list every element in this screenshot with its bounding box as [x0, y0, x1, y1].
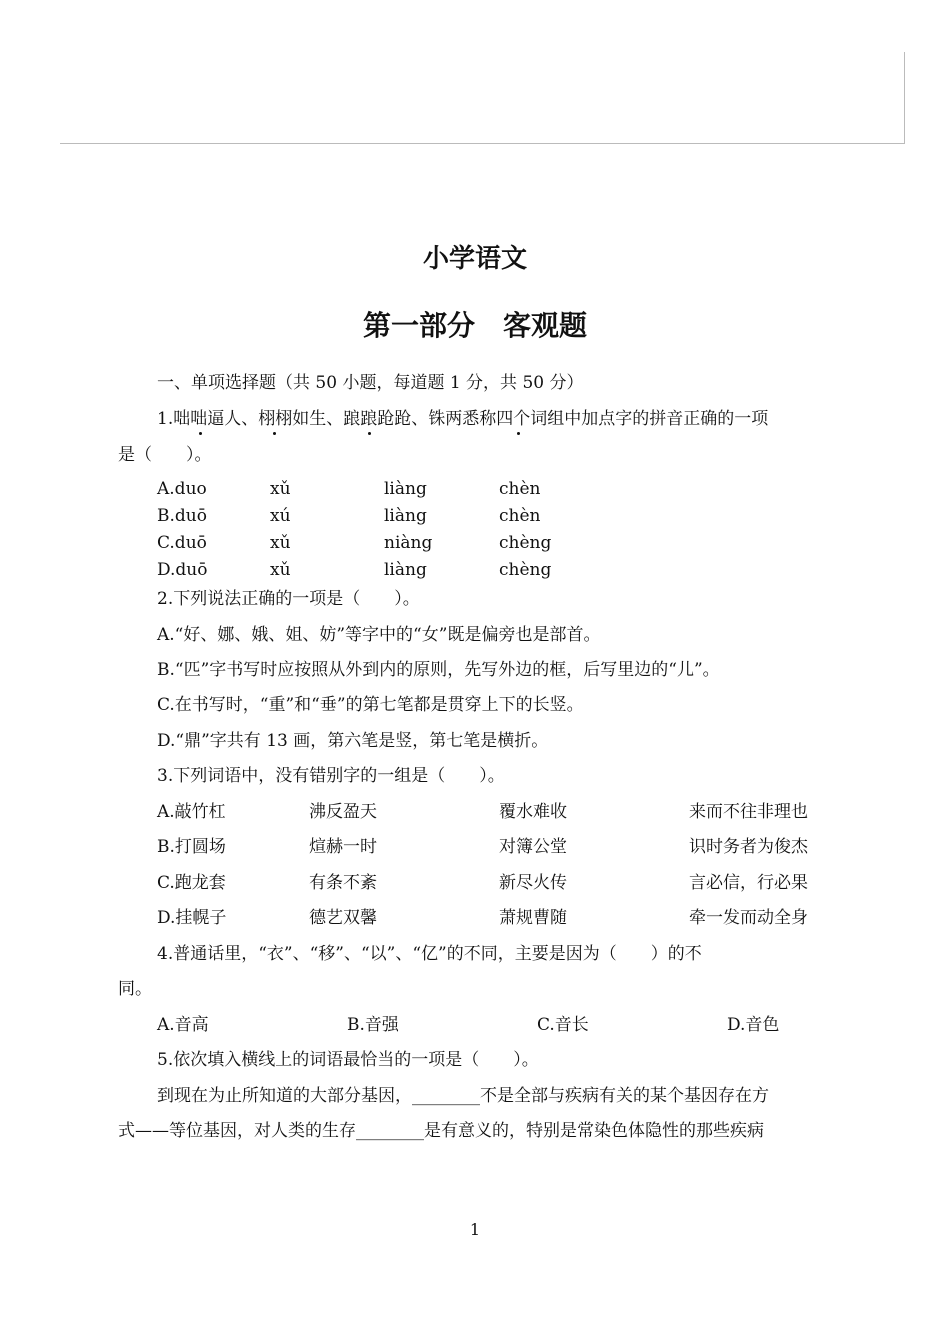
option-value: 德艺双馨 — [309, 908, 377, 928]
option-label: B.duō — [157, 506, 207, 526]
option-label: D.duō — [157, 560, 208, 580]
option-value: 牵一发而动全身 — [689, 908, 808, 928]
emphasis-dot — [368, 432, 371, 435]
question-2-option-c: C.在书写时，“重”和“垂”的第七笔都是贯穿上下的长竖。 — [157, 695, 584, 715]
question-5-passage: 到现在为止所知道的大部分基因，________不是全部与疾病有关的某个基因存在方 — [157, 1086, 769, 1106]
question-5-stem: 5.依次填入横线上的词语最恰当的一项是（ ）。 — [157, 1050, 539, 1070]
emphasis-dot — [517, 432, 520, 435]
option-c: C.音长 — [537, 1015, 589, 1035]
option-value: xǔ — [270, 560, 291, 580]
option-value: xú — [270, 506, 291, 526]
option-value: 煊赫一时 — [309, 837, 377, 857]
option-label: A.敲竹杠 — [157, 802, 226, 822]
header-rule — [60, 143, 905, 144]
option-value: liàng — [384, 560, 427, 580]
option-value: xǔ — [270, 533, 291, 553]
question-4-stem: 4.普通话里，“衣”、“移”、“以”、“亿”的不同，主要是因为（ ）的不 — [157, 944, 702, 964]
option-a: A.音高 — [157, 1015, 209, 1035]
option-value: 沸反盈天 — [309, 802, 377, 822]
emphasis-dot — [273, 432, 276, 435]
option-label: D.挂幌子 — [157, 908, 227, 928]
option-value: 有条不紊 — [309, 873, 377, 893]
emphasis-dot — [199, 432, 202, 435]
option-value: chèn — [499, 506, 541, 526]
option-value: 识时务者为俊杰 — [689, 837, 808, 857]
option-label: B.打圆场 — [157, 837, 226, 857]
question-1-stem-cont: 是（ ）。 — [118, 445, 212, 465]
question-2-option-d: D.“鼎”字共有 13 画，第六笔是竖，第七笔是横折。 — [157, 731, 549, 751]
question-1-stem: 1.咄咄逼人、栩栩如生、踉踉跄跄、铢两悉称四个词组中加点字的拼音正确的一项 — [157, 409, 769, 429]
option-value: liàng — [384, 506, 427, 526]
question-3-stem: 3.下列词语中，没有错别字的一组是（ ）。 — [157, 766, 505, 786]
option-b: B.音强 — [347, 1015, 399, 1035]
question-2-option-b: B.“匹”字书写时应按照从外到内的原则，先写外边的框，后写里边的“儿”。 — [157, 660, 720, 680]
document-title: 小学语文 — [422, 244, 527, 274]
option-label: C.跑龙套 — [157, 873, 226, 893]
question-4-stem-cont: 同。 — [118, 979, 152, 999]
option-value: chèng — [499, 533, 552, 553]
option-value: 覆水难收 — [499, 802, 567, 822]
section-heading: 一、单项选择题（共 50 小题，每道题 1 分，共 50 分） — [157, 373, 584, 393]
header-vertical-rule — [904, 52, 905, 143]
option-label: C.duō — [157, 533, 207, 553]
option-value: xǔ — [270, 479, 291, 499]
option-value: 新尽火传 — [499, 873, 567, 893]
question-5-passage-cont: 式——等位基因，对人类的生存________是有意义的，特别是常染色体隐性的那些疾病 — [118, 1121, 764, 1141]
option-d: D.音色 — [727, 1015, 780, 1035]
page-number: 1 — [469, 1220, 481, 1239]
option-value: chèng — [499, 560, 552, 580]
question-2-option-a: A.“好、娜、娥、姐、妨”等字中的“女”既是偏旁也是部首。 — [157, 625, 601, 645]
question-2-stem: 2.下列说法正确的一项是（ ）。 — [157, 589, 420, 609]
part-title: 第一部分 客观题 — [362, 309, 587, 342]
option-value: 言必信，行必果 — [689, 873, 808, 893]
option-value: 对簿公堂 — [499, 837, 567, 857]
option-value: chèn — [499, 479, 541, 499]
option-label: A.duo — [157, 479, 207, 499]
option-value: 来而不往非理也 — [689, 802, 808, 822]
option-value: liàng — [384, 479, 427, 499]
option-value: 萧规曹随 — [499, 908, 567, 928]
option-value: niàng — [384, 533, 433, 553]
